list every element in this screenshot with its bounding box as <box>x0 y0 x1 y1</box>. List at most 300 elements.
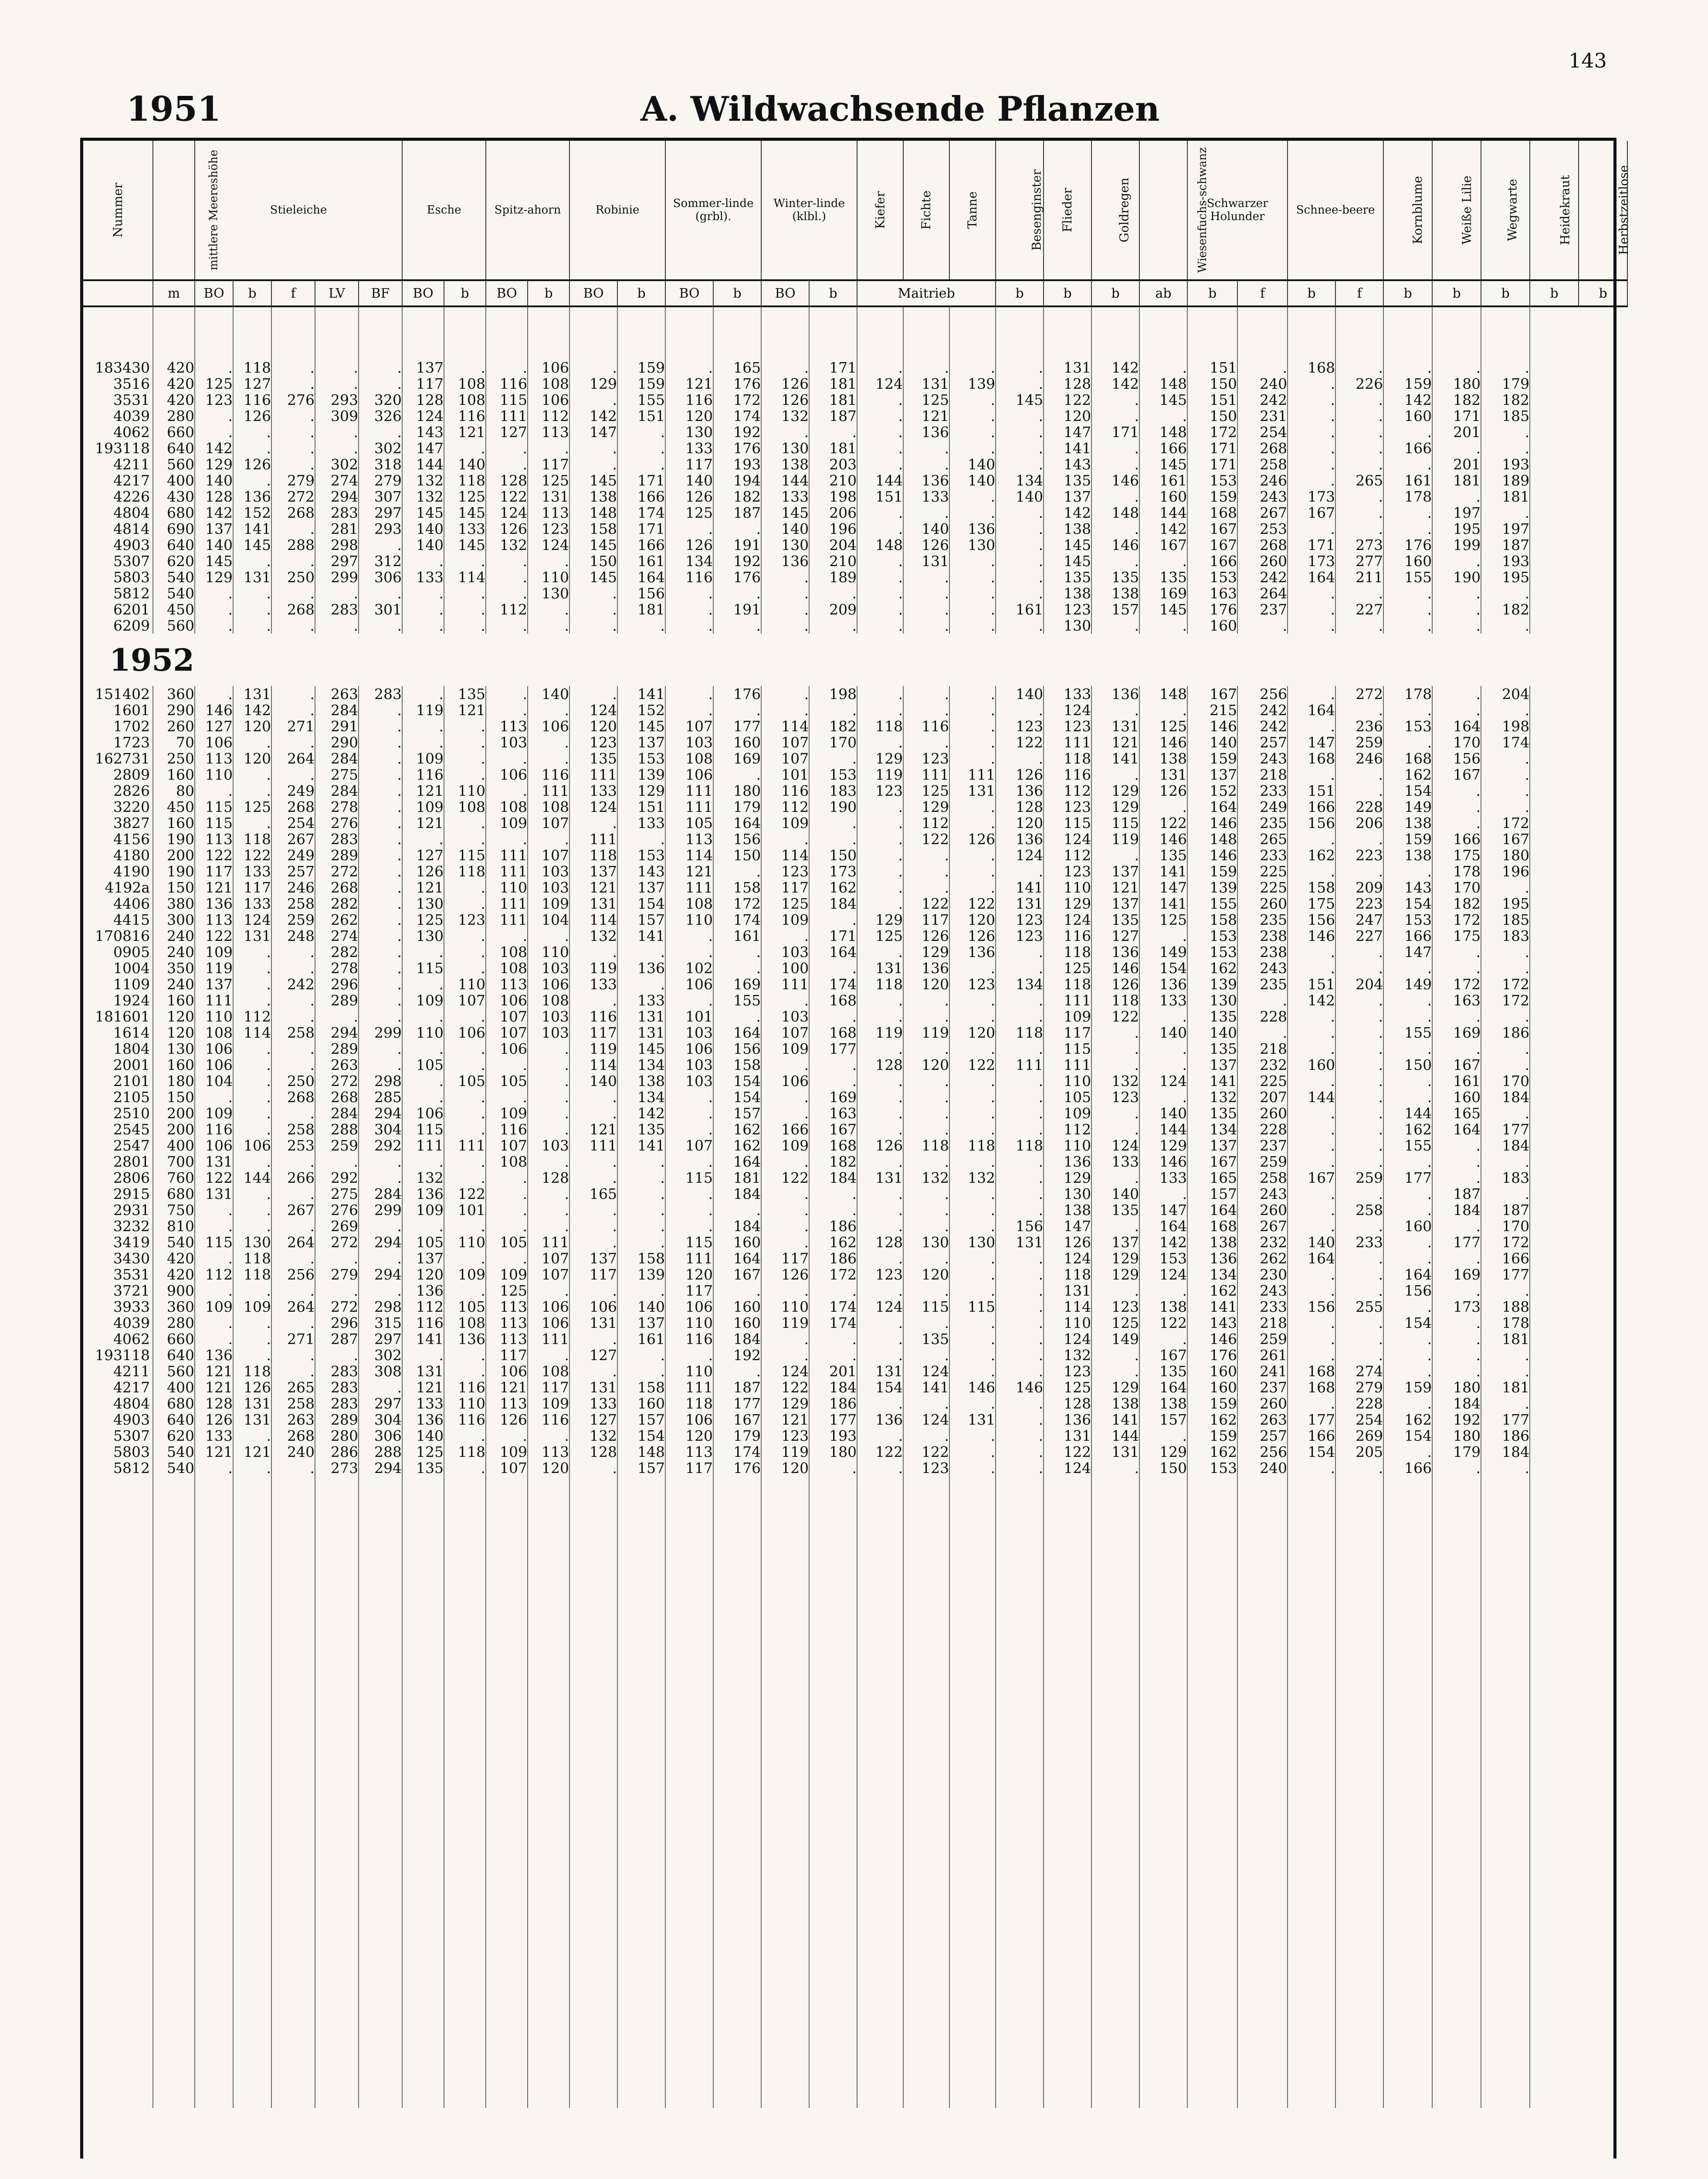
day-value-cell: 291 <box>315 718 359 734</box>
day-value-cell: 269 <box>1335 1428 1383 1444</box>
table-row <box>83 718 1627 734</box>
day-value-cell: 159 <box>1187 489 1237 505</box>
day-value-cell: 157 <box>1091 601 1139 618</box>
day-value-cell: . <box>271 992 315 1008</box>
table-row <box>83 601 1627 618</box>
day-value-cell: 147 <box>1383 944 1432 960</box>
day-value-cell: 177 <box>713 1395 761 1412</box>
spacer-cell <box>153 306 195 360</box>
day-value-cell: 263 <box>271 1412 315 1428</box>
day-value-cell: 243 <box>1237 489 1288 505</box>
day-value-cell: . <box>1432 1137 1481 1154</box>
day-value-cell: 164 <box>1187 1202 1237 1218</box>
day-value-cell: . <box>1335 392 1383 408</box>
day-value-cell: . <box>569 1234 617 1250</box>
day-value-cell: 289 <box>315 847 359 863</box>
day-value-cell: 131 <box>402 1363 444 1379</box>
col-schwarzer-holunder: Schwarzer Holunder <box>1187 141 1288 280</box>
day-value-cell: . <box>1432 489 1481 505</box>
day-value-cell: 164 <box>1288 702 1335 718</box>
day-value-cell: . <box>617 1170 665 1186</box>
day-value-cell: . <box>1335 1266 1383 1283</box>
day-value-cell: 297 <box>315 553 359 569</box>
day-value-cell: 159 <box>617 376 665 392</box>
col-fichte: Fichte <box>903 141 949 280</box>
day-value-cell: . <box>949 505 996 521</box>
table-row <box>83 783 1627 799</box>
day-value-cell: 164 <box>1288 569 1335 585</box>
day-value-cell: 176 <box>1383 537 1432 553</box>
day-value-cell: 124 <box>1139 1266 1187 1283</box>
table-row <box>83 1363 1627 1379</box>
day-value-cell: 168 <box>1288 1363 1335 1379</box>
day-value-cell: 162 <box>1383 1412 1432 1428</box>
table-row <box>83 976 1627 992</box>
blank-cell <box>359 1476 402 2108</box>
day-value-cell: 236 <box>1335 718 1383 734</box>
day-value-cell: 144 <box>1383 1105 1432 1121</box>
day-value-cell: . <box>1288 585 1335 601</box>
station-number-cell: 2915 <box>83 1186 153 1202</box>
unit-esche-b: b <box>444 280 486 306</box>
day-value-cell: 258 <box>1237 1170 1288 1186</box>
day-value-cell: 108 <box>528 1363 569 1379</box>
day-value-cell: 195 <box>1481 896 1530 912</box>
day-value-cell: 140 <box>1139 1105 1187 1121</box>
day-value-cell: . <box>1335 702 1383 718</box>
day-value-cell: 111 <box>569 1137 617 1154</box>
day-value-cell: 272 <box>315 1299 359 1315</box>
day-value-cell: 159 <box>1383 1379 1432 1395</box>
day-value-cell: 110 <box>1044 1073 1091 1089</box>
day-value-cell: . <box>486 1218 528 1234</box>
day-value-cell: . <box>444 944 486 960</box>
day-value-cell: . <box>857 1073 903 1089</box>
day-value-cell: 140 <box>444 456 486 472</box>
day-value-cell: 155 <box>1383 569 1432 585</box>
day-value-cell: 209 <box>1335 879 1383 896</box>
day-value-cell: 140 <box>1187 1025 1237 1041</box>
day-value-cell: . <box>1139 928 1187 944</box>
day-value-cell: . <box>617 1234 665 1250</box>
day-value-cell: 185 <box>1481 912 1530 928</box>
day-value-cell: . <box>359 1041 402 1057</box>
day-value-cell: . <box>1383 1089 1432 1105</box>
table-row <box>83 360 1627 376</box>
day-value-cell: . <box>996 1299 1044 1315</box>
day-value-cell: 172 <box>809 1266 857 1283</box>
day-value-cell: 106 <box>528 718 569 734</box>
day-value-cell: 123 <box>761 1428 809 1444</box>
day-value-cell: 129 <box>617 783 665 799</box>
altitude-cell: 280 <box>153 1315 195 1331</box>
col-spitzahorn: Spitz-ahorn <box>486 141 569 280</box>
day-value-cell: 133 <box>903 489 949 505</box>
day-value-cell: 137 <box>617 1315 665 1331</box>
table-row <box>83 1412 1627 1428</box>
day-value-cell: . <box>949 392 996 408</box>
day-value-cell: 255 <box>1335 1299 1383 1315</box>
day-value-cell: . <box>1481 1283 1530 1299</box>
day-value-cell: 110 <box>195 1008 233 1025</box>
day-value-cell: 116 <box>444 408 486 424</box>
col-goldregen: Goldregen <box>1091 141 1139 280</box>
day-value-cell: 123 <box>1044 863 1091 879</box>
day-value-cell: . <box>359 1057 402 1073</box>
day-value-cell: . <box>1335 992 1383 1008</box>
table-row <box>83 1137 1627 1154</box>
day-value-cell: 138 <box>1091 1395 1139 1412</box>
day-value-cell: . <box>233 1121 271 1137</box>
day-value-cell: . <box>996 1008 1044 1025</box>
day-value-cell: . <box>1237 992 1288 1008</box>
day-value-cell: . <box>569 1170 617 1186</box>
spacer-cell <box>809 306 857 360</box>
day-value-cell: 131 <box>857 1170 903 1186</box>
day-value-cell: . <box>996 376 1044 392</box>
unit-herbstzeitlose-b: b <box>1579 280 1627 306</box>
day-value-cell: . <box>528 601 569 618</box>
day-value-cell: 123 <box>195 392 233 408</box>
table-row <box>83 440 1627 456</box>
day-value-cell: 120 <box>1044 408 1091 424</box>
day-value-cell: . <box>528 1428 569 1444</box>
day-value-cell: 283 <box>359 686 402 702</box>
day-value-cell: 107 <box>665 1137 713 1154</box>
day-value-cell: . <box>1091 1057 1139 1073</box>
day-value-cell: . <box>359 992 402 1008</box>
day-value-cell: 141 <box>1139 896 1187 912</box>
station-number-cell: 2545 <box>83 1121 153 1137</box>
day-value-cell: . <box>444 1089 486 1105</box>
day-value-cell: . <box>271 553 315 569</box>
day-value-cell: . <box>1139 1186 1187 1202</box>
day-value-cell: 103 <box>665 1057 713 1073</box>
day-value-cell: 260 <box>1237 1202 1288 1218</box>
day-value-cell: 261 <box>1237 1347 1288 1363</box>
day-value-cell: 112 <box>761 799 809 815</box>
day-value-cell: 166 <box>1139 440 1187 456</box>
day-value-cell: 146 <box>1091 960 1139 976</box>
day-value-cell: 279 <box>315 1266 359 1283</box>
day-value-cell: 283 <box>315 1363 359 1379</box>
day-value-cell: 209 <box>809 601 857 618</box>
day-value-cell: 169 <box>713 976 761 992</box>
day-value-cell: 161 <box>617 553 665 569</box>
station-number-cell: 2801 <box>83 1154 153 1170</box>
day-value-cell: 106 <box>195 1041 233 1057</box>
day-value-cell: 126 <box>665 489 713 505</box>
day-value-cell: . <box>1091 767 1139 783</box>
day-value-cell: 258 <box>271 896 315 912</box>
day-value-cell: 155 <box>1383 1137 1432 1154</box>
unit-maitrieb: Maitrieb <box>857 280 996 306</box>
day-value-cell: 147 <box>402 440 444 456</box>
day-value-cell: 189 <box>809 569 857 585</box>
unit-sommerlinde-b: b <box>713 280 761 306</box>
day-value-cell: . <box>665 521 713 537</box>
day-value-cell: 134 <box>617 1089 665 1105</box>
day-value-cell: 153 <box>1383 912 1432 928</box>
day-value-cell: 114 <box>1044 1299 1091 1315</box>
day-value-cell: 280 <box>315 1428 359 1444</box>
day-value-cell: 133 <box>761 489 809 505</box>
unit-kornblume-b: b <box>1383 280 1432 306</box>
day-value-cell: 233 <box>1237 1299 1288 1315</box>
day-value-cell: 126 <box>949 831 996 847</box>
day-value-cell: 171 <box>809 360 857 376</box>
day-value-cell: . <box>996 505 1044 521</box>
day-value-cell: . <box>528 440 569 456</box>
day-value-cell: 106 <box>444 1025 486 1041</box>
day-value-cell: . <box>1288 1154 1335 1170</box>
day-value-cell: . <box>761 1186 809 1202</box>
day-value-cell: . <box>1139 1331 1187 1347</box>
day-value-cell: 150 <box>1187 408 1237 424</box>
day-value-cell: 128 <box>857 1057 903 1073</box>
day-value-cell: 136 <box>402 1412 444 1428</box>
day-value-cell: 146 <box>1091 472 1139 489</box>
day-value-cell: 107 <box>528 815 569 831</box>
day-value-cell: 248 <box>271 928 315 944</box>
day-value-cell: . <box>233 944 271 960</box>
day-value-cell: 116 <box>444 1412 486 1428</box>
day-value-cell: . <box>233 992 271 1008</box>
day-value-cell: 164 <box>1139 1218 1187 1234</box>
day-value-cell: 150 <box>713 847 761 863</box>
day-value-cell: . <box>903 992 949 1008</box>
day-value-cell: 109 <box>402 750 444 767</box>
day-value-cell: 281 <box>315 521 359 537</box>
day-value-cell: . <box>996 1444 1044 1460</box>
day-value-cell: 111 <box>195 992 233 1008</box>
day-value-cell: 122 <box>195 928 233 944</box>
day-value-cell: 273 <box>1335 537 1383 553</box>
day-value-cell: 132 <box>1091 1073 1139 1089</box>
day-value-cell: 268 <box>315 1089 359 1105</box>
day-value-cell: . <box>713 521 761 537</box>
day-value-cell: 166 <box>1187 553 1237 569</box>
day-value-cell: . <box>809 702 857 718</box>
day-value-cell: 164 <box>1187 799 1237 815</box>
day-value-cell: . <box>1383 1234 1432 1250</box>
day-value-cell: . <box>1288 1121 1335 1137</box>
day-value-cell: 131 <box>617 1025 665 1041</box>
day-value-cell: 168 <box>1288 750 1335 767</box>
day-value-cell: . <box>444 585 486 601</box>
day-value-cell: . <box>903 1186 949 1202</box>
day-value-cell: 298 <box>359 1299 402 1315</box>
day-value-cell: 133 <box>233 863 271 879</box>
table-row <box>83 799 1627 815</box>
day-value-cell: 285 <box>359 1089 402 1105</box>
day-value-cell: 136 <box>903 960 949 976</box>
altitude-cell: 420 <box>153 1266 195 1283</box>
day-value-cell: 185 <box>1481 408 1530 424</box>
day-value-cell: . <box>359 815 402 831</box>
day-value-cell: 118 <box>857 718 903 734</box>
day-value-cell: 318 <box>359 456 402 472</box>
day-value-cell: . <box>359 618 402 634</box>
day-value-cell: . <box>195 783 233 799</box>
day-value-cell: 176 <box>713 569 761 585</box>
day-value-cell: 168 <box>809 1137 857 1154</box>
day-value-cell: 125 <box>1044 1379 1091 1395</box>
day-value-cell: . <box>233 1073 271 1089</box>
col-nummer: Nummer <box>83 141 153 280</box>
day-value-cell: 197 <box>1432 505 1481 521</box>
day-value-cell: 198 <box>809 686 857 702</box>
day-value-cell: 167 <box>1139 537 1187 553</box>
day-value-cell: . <box>444 734 486 750</box>
day-value-cell: . <box>949 1283 996 1299</box>
table-row <box>83 734 1627 750</box>
blank-cell <box>528 1476 569 2108</box>
day-value-cell: . <box>233 1283 271 1299</box>
day-value-cell: 145 <box>1139 392 1187 408</box>
day-value-cell: 304 <box>359 1121 402 1137</box>
day-value-cell: 116 <box>486 1121 528 1137</box>
spacer-cell <box>1481 306 1530 360</box>
day-value-cell: 113 <box>486 1315 528 1331</box>
day-value-cell: 107 <box>528 1250 569 1266</box>
day-value-cell: . <box>195 585 233 601</box>
day-value-cell: 124 <box>528 537 569 553</box>
station-number-cell: 3430 <box>83 1250 153 1266</box>
day-value-cell: 136 <box>195 896 233 912</box>
spacer-cell <box>903 306 949 360</box>
day-value-cell: 282 <box>315 944 359 960</box>
day-value-cell: 106 <box>528 976 569 992</box>
day-value-cell: . <box>809 1202 857 1218</box>
day-value-cell: 167 <box>809 1121 857 1137</box>
day-value-cell: 177 <box>809 1041 857 1057</box>
unit-lilie-b: b <box>1432 280 1481 306</box>
day-value-cell: 136 <box>996 783 1044 799</box>
day-value-cell: 237 <box>1237 1379 1288 1395</box>
altitude-cell: 420 <box>153 360 195 376</box>
day-value-cell: . <box>857 1154 903 1170</box>
day-value-cell: 162 <box>809 1234 857 1250</box>
day-value-cell: 272 <box>315 1234 359 1250</box>
altitude-cell: 200 <box>153 1121 195 1137</box>
day-value-cell: 121 <box>903 408 949 424</box>
day-value-cell: 161 <box>1432 1073 1481 1089</box>
day-value-cell: . <box>1237 618 1288 634</box>
day-value-cell: . <box>857 1186 903 1202</box>
day-value-cell: . <box>1237 1025 1288 1041</box>
day-value-cell: . <box>761 928 809 944</box>
day-value-cell: . <box>949 1121 996 1137</box>
day-value-cell: 136 <box>903 472 949 489</box>
day-value-cell: . <box>271 1460 315 1476</box>
day-value-cell: 133 <box>569 783 617 799</box>
day-value-cell: . <box>359 863 402 879</box>
spacer-cell <box>569 306 617 360</box>
day-value-cell: . <box>233 976 271 992</box>
spacer-cell <box>996 306 1044 360</box>
day-value-cell: . <box>949 1089 996 1105</box>
day-value-cell: 144 <box>1139 505 1187 521</box>
day-value-cell: 121 <box>402 1379 444 1395</box>
day-value-cell: 262 <box>315 912 359 928</box>
day-value-cell: 133 <box>1044 686 1091 702</box>
day-value-cell: . <box>761 1331 809 1347</box>
day-value-cell: 110 <box>528 569 569 585</box>
day-value-cell: . <box>857 408 903 424</box>
day-value-cell: 164 <box>1432 718 1481 734</box>
day-value-cell: 164 <box>1432 1121 1481 1137</box>
day-value-cell: 137 <box>1187 1137 1237 1154</box>
day-value-cell: . <box>1288 686 1335 702</box>
day-value-cell: . <box>996 1089 1044 1105</box>
day-value-cell: . <box>857 1202 903 1218</box>
day-value-cell: 154 <box>1383 1315 1432 1331</box>
day-value-cell: . <box>359 734 402 750</box>
day-value-cell: . <box>233 1105 271 1121</box>
day-value-cell: 182 <box>1481 601 1530 618</box>
day-value-cell: 294 <box>359 1460 402 1476</box>
day-value-cell: 172 <box>1481 1234 1530 1250</box>
day-value-cell: 116 <box>1044 928 1091 944</box>
day-value-cell: . <box>761 702 809 718</box>
day-value-cell: . <box>996 1121 1044 1137</box>
day-value-cell: . <box>359 537 402 553</box>
day-value-cell: 141 <box>1187 1073 1237 1089</box>
day-value-cell: 154 <box>1383 1428 1432 1444</box>
day-value-cell: 181 <box>1432 472 1481 489</box>
day-value-cell: 172 <box>1432 912 1481 928</box>
day-value-cell: 297 <box>359 1331 402 1347</box>
day-value-cell: 114 <box>569 912 617 928</box>
day-value-cell: 268 <box>271 799 315 815</box>
day-value-cell: 151 <box>1187 392 1237 408</box>
day-value-cell: 144 <box>1091 1428 1139 1444</box>
day-value-cell: 120 <box>761 1460 809 1476</box>
day-value-cell: 106 <box>195 1137 233 1154</box>
day-value-cell: 135 <box>1139 1363 1187 1379</box>
day-value-cell: . <box>486 440 528 456</box>
day-value-cell: . <box>402 1089 444 1105</box>
day-value-cell: 258 <box>271 1025 315 1041</box>
day-value-cell: . <box>1481 360 1530 376</box>
day-value-cell: 158 <box>1187 912 1237 928</box>
spacer-cell <box>444 306 486 360</box>
day-value-cell: . <box>486 360 528 376</box>
day-value-cell: 284 <box>315 1105 359 1121</box>
unit-holunder-b: b <box>1187 280 1237 306</box>
day-value-cell: 136 <box>1091 944 1139 960</box>
day-value-cell: 116 <box>761 783 809 799</box>
blank-cell <box>903 1476 949 2108</box>
day-value-cell: 111 <box>486 912 528 928</box>
day-value-cell: 172 <box>1481 992 1530 1008</box>
day-value-cell: 103 <box>528 1025 569 1041</box>
day-value-cell: 174 <box>1481 734 1530 750</box>
day-value-cell: 194 <box>713 472 761 489</box>
day-value-cell: . <box>903 1121 949 1137</box>
day-value-cell: . <box>486 783 528 799</box>
day-value-cell: . <box>857 1460 903 1476</box>
day-value-cell: 155 <box>1187 896 1237 912</box>
day-value-cell: 112 <box>1044 1121 1091 1137</box>
day-value-cell: 117 <box>761 879 809 896</box>
day-value-cell: . <box>996 1154 1044 1170</box>
day-value-cell: 167 <box>1481 831 1530 847</box>
day-value-cell: 272 <box>315 863 359 879</box>
day-value-cell: 120 <box>903 976 949 992</box>
day-value-cell: . <box>996 1073 1044 1089</box>
